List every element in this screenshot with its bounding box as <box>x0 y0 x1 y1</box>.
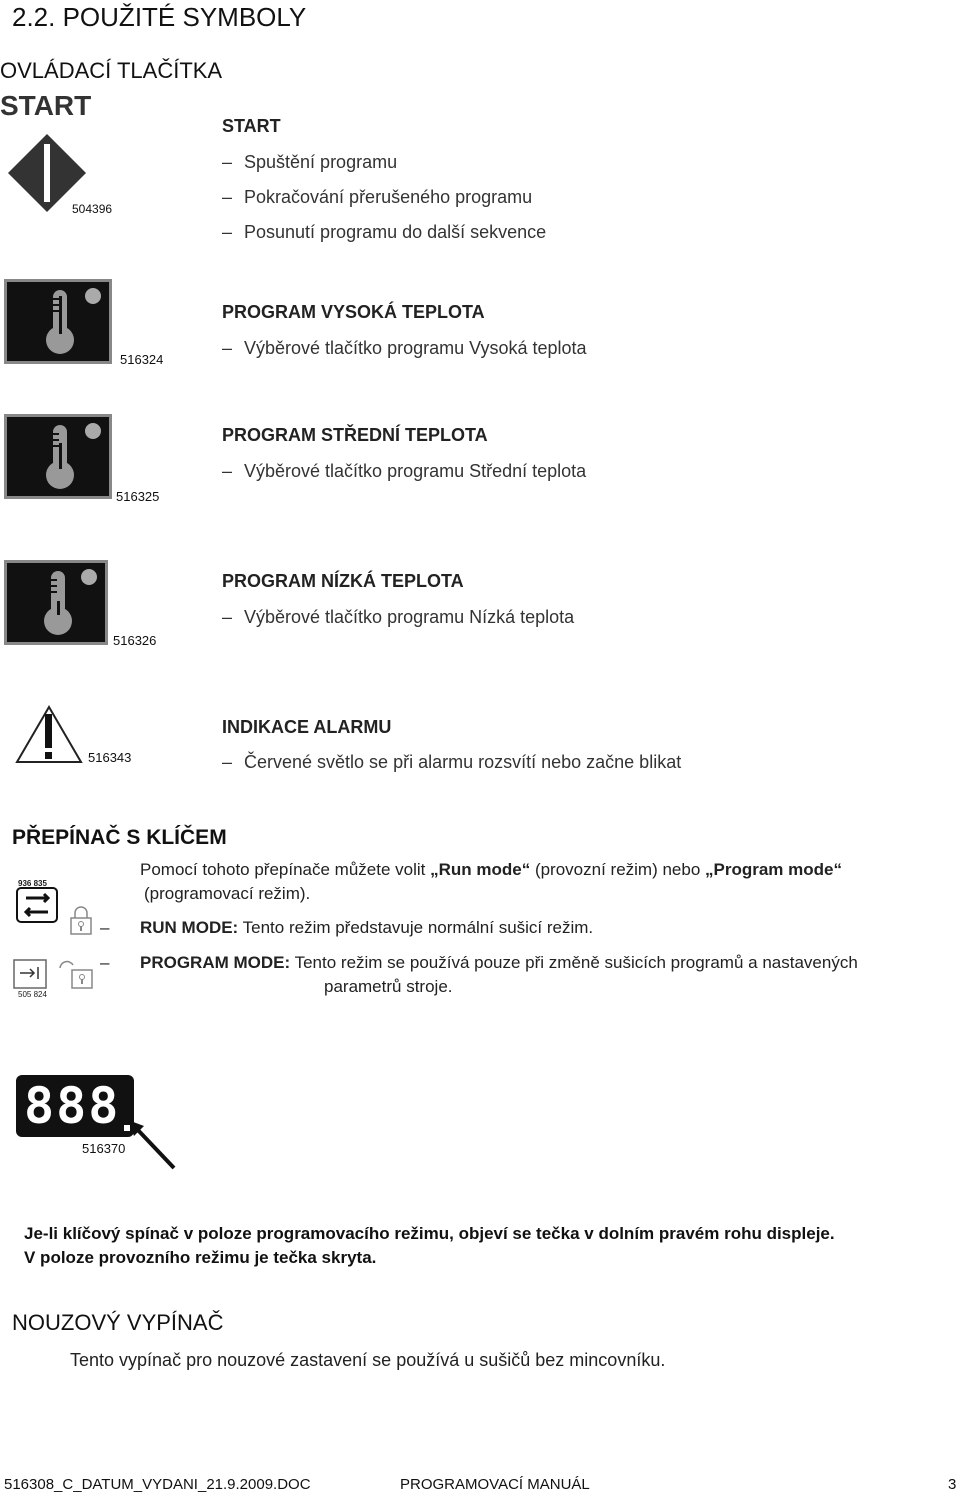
mode-switch-icon-code: 936 835 <box>18 879 47 888</box>
low-item: – Výběrové tlačítko programu Nízká teplota <box>222 607 575 627</box>
high-icon-code: 516324 <box>120 352 164 367</box>
low-temp-button-icon <box>4 560 108 645</box>
start-title: START <box>222 116 281 136</box>
high-temp-button-icon <box>4 279 112 364</box>
section-title: 2.2. POUŽITÉ SYMBOLY <box>12 2 307 32</box>
start-item: – Spuštění programu <box>222 152 398 172</box>
alarm-warning-icon <box>14 704 84 766</box>
program-switch-icon <box>12 958 48 992</box>
low-icon-code: 516326 <box>113 633 157 648</box>
key-switch-title: PŘEPÍNAČ S KLÍČEM <box>12 826 227 849</box>
footer-manual-name: PROGRAMOVACÍ MANUÁL <box>400 1476 590 1493</box>
display-icon-code: 516370 <box>82 1141 126 1156</box>
emergency-title: NOUZOVÝ VYPÍNAČ <box>12 1310 224 1335</box>
start-icon-code: 504396 <box>72 202 113 216</box>
low-title: PROGRAM NÍZKÁ TEPLOTA <box>222 571 464 591</box>
start-item: – Pokračování přerušeného programu <box>222 187 533 207</box>
seven-segment-display <box>16 1075 134 1137</box>
alarm-item: – Červené světlo se při alarmu rozsvítí nebo začne blikat <box>222 752 682 772</box>
lock-open-icon <box>58 958 96 992</box>
program-mode-line: – PROGRAM MODE: Tento režim se používá pouze při změně sušicích programů a nastavených <box>100 953 858 972</box>
display-digits: 888 <box>24 1077 121 1135</box>
start-item: – Posunutí programu do další sekvence <box>222 222 547 242</box>
display-note-line-2: V poloze provozního režimu je tečka skryta. <box>24 1248 377 1267</box>
display-note-line-1: Je-li klíčový spínač v poloze programovacího režimu, objeví se tečka v dolním pravém rohu displeje. <box>24 1224 835 1243</box>
lock-closed-icon <box>68 906 94 936</box>
medium-item: – Výběrové tlačítko programu Střední teplota <box>222 461 587 481</box>
alarm-icon-code: 516343 <box>88 750 132 765</box>
dot-pointer-arrow-icon <box>122 1118 182 1174</box>
alarm-title: INDIKACE ALARMU <box>222 717 392 737</box>
program-mode-line-2: parametrů stroje. <box>324 977 453 996</box>
key-switch-intro-end: (programovací režim). <box>144 884 311 903</box>
page-number: 3 <box>948 1476 957 1493</box>
high-title: PROGRAM VYSOKÁ TEPLOTA <box>222 302 485 322</box>
medium-title: PROGRAM STŘEDNÍ TEPLOTA <box>222 425 488 445</box>
start-heading: START <box>0 90 92 121</box>
emergency-text: Tento vypínač pro nouzové zastavení se používá u sušičů bez mincovníku. <box>70 1350 666 1370</box>
run-mode-line: – RUN MODE: Tento režim představuje normální sušicí režim. <box>100 918 594 937</box>
medium-icon-code: 516325 <box>116 489 160 504</box>
program-switch-icon-code: 505 824 <box>18 990 47 999</box>
high-item: – Výběrové tlačítko programu Vysoká teplota <box>222 338 587 358</box>
key-switch-intro: Pomocí tohoto přepínače můžete volit „Run mode“ (provozní režim) nebo „Program mode“ <box>140 860 842 879</box>
footer-doc-name: 516308_C_DATUM_VYDANI_21.9.2009.DOC <box>4 1476 311 1493</box>
subsection-title: OVLÁDACÍ TLAČÍTKA <box>0 58 223 83</box>
medium-temp-button-icon <box>4 414 112 499</box>
